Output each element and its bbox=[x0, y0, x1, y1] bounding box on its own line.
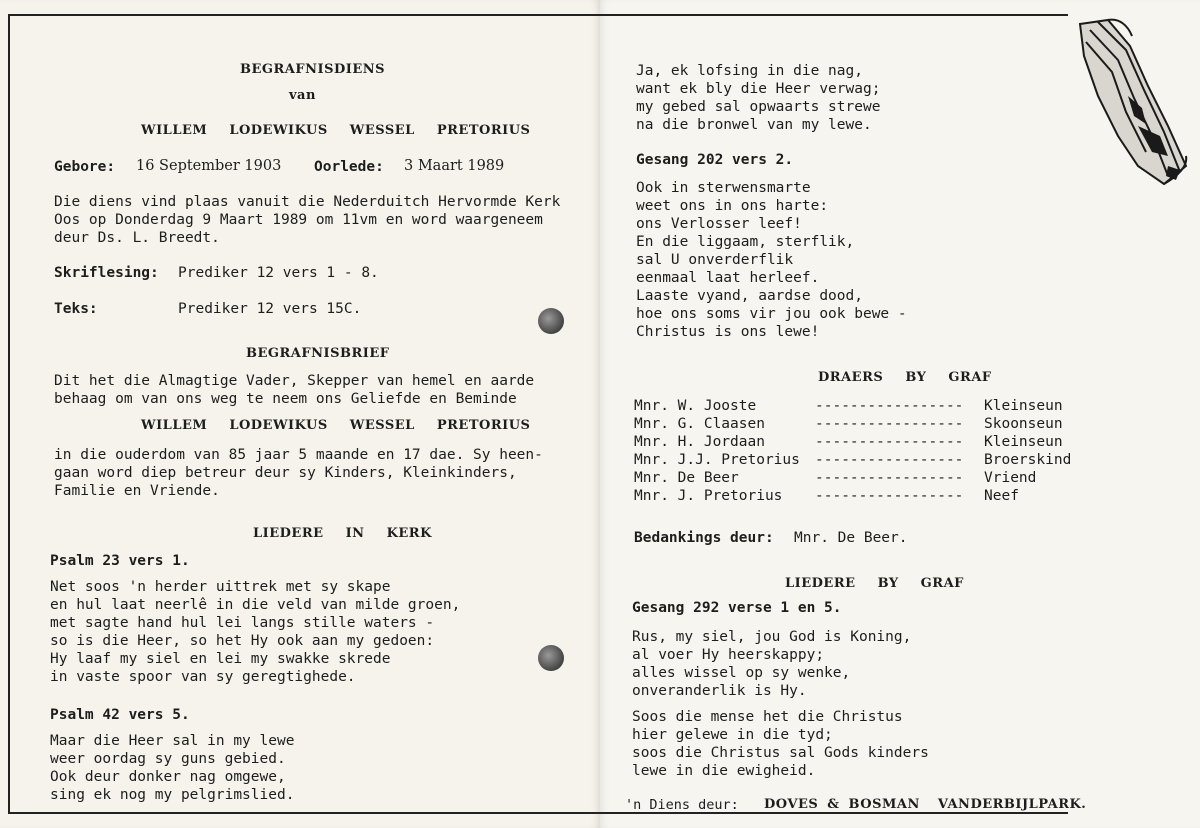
bearer-name: Mnr. J.J. Pretorius bbox=[634, 452, 800, 468]
psalm2-line: sing ek nog my pelgrimslied. bbox=[50, 787, 295, 803]
hymn2-line: onveranderlik is Hy. bbox=[632, 683, 807, 699]
church-songs-title: LIEDERE IN KERK bbox=[253, 526, 432, 541]
psalm2-cont-line: want ek bly die Heer verwag; bbox=[636, 81, 881, 97]
psalm1-line: met sagte hand hul lei langs stille waters - bbox=[50, 615, 435, 631]
text-value: Prediker 12 vers 15C. bbox=[178, 301, 362, 317]
bearer-name: Mnr. De Beer bbox=[634, 470, 739, 486]
page-border-top bbox=[8, 14, 1068, 16]
hymn2-line: lewe in die ewigheid. bbox=[632, 763, 816, 779]
psalm1-label: Psalm 23 vers 1. bbox=[50, 553, 190, 569]
service-line: deur Ds. L. Breedt. bbox=[54, 230, 220, 246]
psalm2-line: Ook deur donker nag omgewe, bbox=[50, 769, 286, 785]
hymn2-line: Soos die mense het die Christus bbox=[632, 709, 903, 725]
bearer-dashes: ----------------- bbox=[815, 434, 964, 450]
psalm2-cont-line: na die bronwel van my lewe. bbox=[636, 117, 872, 133]
born-value: 16 September 1903 bbox=[136, 158, 282, 174]
hymn1-line: Christus is ons lewe! bbox=[636, 324, 820, 340]
psalm2-label: Psalm 42 vers 5. bbox=[50, 707, 190, 723]
bearer-relation: Broerskind bbox=[984, 452, 1072, 468]
age-line: gaan word diep betreur deur sy Kinders, Kleinkinders, bbox=[54, 465, 517, 481]
footer-label: 'n Diens deur: bbox=[625, 797, 739, 813]
grave-songs-title: LIEDERE BY GRAF bbox=[785, 576, 964, 591]
hymn1-line: En die liggaam, sterflik, bbox=[636, 234, 855, 250]
bearer-dashes: ----------------- bbox=[815, 416, 964, 432]
bearer-relation: Kleinseun bbox=[984, 434, 1063, 450]
deceased-name: WILLEM LODEWIKUS WESSEL PRETORIUS bbox=[141, 123, 531, 138]
bearer-name: Mnr. G. Claasen bbox=[634, 416, 765, 432]
died-label: Oorlede: bbox=[314, 159, 384, 175]
psalm2-line: Maar die Heer sal in my lewe bbox=[50, 733, 295, 749]
hymn2-line: Rus, my siel, jou God is Koning, bbox=[632, 629, 912, 645]
hymn1-line: sal U onverderflik bbox=[636, 252, 794, 268]
letter-title: BEGRAFNISBRIEF bbox=[246, 346, 390, 361]
age-line: in die ouderdom van 85 jaar 5 maande en 17 dae. Sy heen- bbox=[54, 447, 543, 463]
letter-name: WILLEM LODEWIKUS WESSEL PRETORIUS bbox=[141, 418, 531, 433]
bearer-dashes: ----------------- bbox=[815, 452, 964, 468]
hymn1-line: Ook in sterwensmarte bbox=[636, 180, 811, 196]
bearer-name: Mnr. W. Jooste bbox=[634, 398, 757, 414]
hymn1-line: eenmaal laat herleef. bbox=[636, 270, 820, 286]
program-van: van bbox=[289, 88, 316, 103]
psalm1-line: Net soos 'n herder uittrek met sy skape bbox=[50, 579, 391, 595]
hymn1-line: hoe ons soms vir jou ook bewe - bbox=[636, 306, 907, 322]
service-line: Oos op Donderdag 9 Maart 1989 om 11vm en word waargeneem bbox=[54, 212, 543, 228]
hymn2-line: al voer Hy heerskappy; bbox=[632, 647, 825, 663]
program-title: BEGRAFNISDIENS bbox=[240, 62, 386, 77]
letter-line: behaag om van ons weg te neem ons Geliefde en Beminde bbox=[54, 391, 517, 407]
thanks-label: Bedankings deur: bbox=[634, 530, 774, 546]
hymn1-label: Gesang 202 vers 2. bbox=[636, 152, 794, 168]
psalm1-line: Hy laaf my siel en lei my swakke skrede bbox=[50, 651, 391, 667]
hymn1-line: ons Verlosser leef! bbox=[636, 216, 802, 232]
hymn2-label: Gesang 292 verse 1 en 5. bbox=[632, 600, 842, 616]
psalm1-line: in vaste spoor van sy geregtighede. bbox=[50, 669, 356, 685]
bearer-relation: Kleinseun bbox=[984, 398, 1063, 414]
bearer-dashes: ----------------- bbox=[815, 470, 964, 486]
bearer-dashes: ----------------- bbox=[815, 488, 964, 504]
letter-line: Dit het die Almagtige Vader, Skepper van hemel en aarde bbox=[54, 373, 535, 389]
text-label: Teks: bbox=[54, 301, 98, 317]
psalm1-line: en hul laat neerlê in die veld van milde groen, bbox=[50, 597, 461, 613]
bearers-title: DRAERS BY GRAF bbox=[818, 370, 992, 385]
punch-hole bbox=[538, 645, 564, 671]
page-border-bottom bbox=[8, 812, 1068, 814]
reading-value: Prediker 12 vers 1 - 8. bbox=[178, 265, 379, 281]
page-border-left bbox=[8, 14, 10, 814]
psalm2-cont-line: my gebed sal opwaarts strewe bbox=[636, 99, 881, 115]
praying-hands-icon bbox=[1068, 16, 1196, 186]
service-line: Die diens vind plaas vanuit die Nederduitch Hervormde Kerk bbox=[54, 194, 561, 210]
born-label: Gebore: bbox=[54, 159, 116, 175]
hymn2-line: hier gelewe in die tyd; bbox=[632, 727, 833, 743]
bearer-relation: Neef bbox=[984, 488, 1019, 504]
bearer-name: Mnr. H. Jordaan bbox=[634, 434, 765, 450]
bearer-relation: Skoonseun bbox=[984, 416, 1063, 432]
died-value: 3 Maart 1989 bbox=[404, 158, 505, 174]
hymn2-line: soos die Christus sal Gods kinders bbox=[632, 745, 929, 761]
bearer-dashes: ----------------- bbox=[815, 398, 964, 414]
hymn1-line: weet ons in ons harte: bbox=[636, 198, 829, 214]
age-line: Familie en Vriende. bbox=[54, 483, 220, 499]
bearer-name: Mnr. J. Pretorius bbox=[634, 488, 783, 504]
hymn2-line: alles wissel op sy wenke, bbox=[632, 665, 851, 681]
punch-hole bbox=[538, 308, 564, 334]
hymn1-line: Laaste vyand, aardse dood, bbox=[636, 288, 863, 304]
psalm2-cont-line: Ja, ek lofsing in die nag, bbox=[636, 63, 863, 79]
bearer-relation: Vriend bbox=[984, 470, 1037, 486]
thanks-value: Mnr. De Beer. bbox=[794, 530, 908, 546]
footer-value: DOVES & BOSMAN VANDERBIJLPARK. bbox=[764, 797, 1087, 812]
reading-label: Skriflesing: bbox=[54, 265, 159, 281]
psalm2-line: weer oordag sy guns gebied. bbox=[50, 751, 286, 767]
psalm1-line: so is die Heer, so het Hy ook aan my gedoen: bbox=[50, 633, 435, 649]
